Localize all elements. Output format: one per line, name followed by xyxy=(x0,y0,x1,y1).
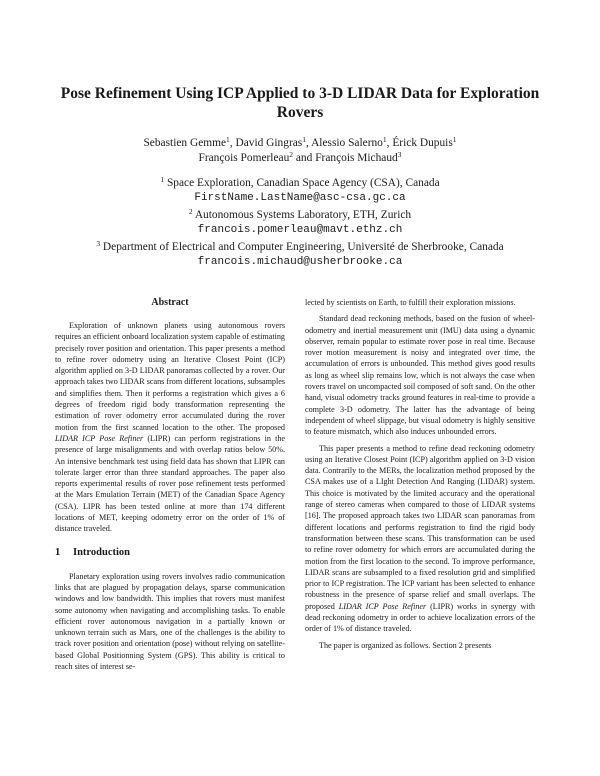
body-paragraph: lected by scientists on Earth, to fulfill their exploration missions. xyxy=(305,298,516,307)
author-line-2 xyxy=(60,151,540,166)
affiliation-name: Space Exploration, Canadian Space Agency (CSA), Canada xyxy=(166,177,440,189)
affiliation-mark: 3 xyxy=(96,239,101,248)
author-name: François Michaud xyxy=(315,151,398,164)
section-number: 1 xyxy=(55,546,61,558)
section-title: Introduction xyxy=(73,546,130,558)
paper-title: Pose Refinement Using ICP Applied to 3-D LIDAR Data for Exploration Rovers xyxy=(60,85,540,121)
section-heading-introduction xyxy=(55,546,285,560)
affiliation-mark: 1 xyxy=(160,175,165,184)
author-separator: , xyxy=(386,137,393,149)
author-affiliation-mark: 3 xyxy=(397,149,402,159)
author-affiliation-mark: 1 xyxy=(226,135,230,144)
abstract-heading: Abstract xyxy=(151,297,189,308)
author-conjunction: and xyxy=(293,151,316,164)
author-name: François Pomerleau xyxy=(198,151,290,164)
author-name: Érick Dupuis xyxy=(392,137,453,149)
author-name: Sebastien Gemme xyxy=(143,137,227,149)
author-name: Alessio Salerno xyxy=(311,137,383,149)
body-paragraph: This paper presents a method to refine dead reckoning odometry using an Iterative Closest Point (ICP) algorithm applied on 3-D vision data. Contrarily to the MERs, the localization method proposed by the CSA makes use of a LIght Detection And Ranging (LIDAR) system. This choice is motivated by the limited accuracy and the operational range of stereo cameras when compared to those of LIDAR systems [16]. The proposed approach takes two LIDAR scan panoramas from different locations and performs registration to find the rigid body transformation between these scans. This transformation can be used to refine rover odometry for which errors are accumulated during the motion from the first location to the second. To improve performance, LIDAR scans are subsampled to a fixed resolution grid and simplified prior to ICP registration. The ICP variant has been selected to enhance robustness in the presence of sparse relief and small overlaps. The proposed LIDAR ICP Pose Refiner (LIPR) works in synergy with dead reckoning odometry in order to achieve localization errors of the order of 1% of distance traveled. xyxy=(305,443,535,634)
left-column xyxy=(55,296,285,677)
affiliation-email: francois.pomerleau@mavt.ethz.ch xyxy=(197,223,403,236)
right-column xyxy=(305,297,535,656)
author-affiliation-mark: 2 xyxy=(289,149,294,159)
affiliation-email: FirstName.LastName@asc-csa.gc.ca xyxy=(194,191,406,204)
author-affiliation-mark: 1 xyxy=(382,135,387,144)
affiliation-1 xyxy=(40,176,560,205)
author-separator: , xyxy=(229,137,236,149)
affiliation-email: francois.michaud@usherbrooke.ca xyxy=(197,255,403,268)
author-list xyxy=(60,136,540,165)
author-separator: , xyxy=(305,137,312,149)
abstract-paragraph: Exploration of unknown planets using autonomous rovers requires an efficient onboard localization system capable of estimating precisely rover position and orientation. This paper presents a method to refine rover odometry using an Iterative Closest Point (ICP) algorithm applied on 3-D LIDAR panoramas collected by a rover. Our approach takes two LIDAR scans from different locations, subsamples and simplifies them. Then it performs a registration which gives a 6 degrees of freedom rigid body transformation representing the estimation of rover odometry error accumulated during the rover motion from the first scanned location to the other. The proposed LIDAR ICP Pose Refiner (LIPR) can perform registrations in the presence of large misalignments and with overlap ratios below 50%. An intensive benchmark test using field data has shown that LIPR can tolerate larger error than three standard approaches. The paper also reports experimental results of rover pose refinement tests performed at the Mars Emulation Terrain (MET) of the Canadian Space Agency (CSA). LIPR has been tested online at more than 174 different locations of MET, keeping odometry error on the order of 1% of distance traveled. xyxy=(55,321,285,534)
author-affiliation-mark: 1 xyxy=(452,135,457,144)
author-line-1 xyxy=(60,136,540,151)
affiliation-3 xyxy=(40,240,560,269)
body-paragraph: Standard dead reckoning methods, based on the fusion of wheel-odometry and inertial measurement unit (IMU) data using a dynamic observer, remain popular to estimate rover pose in real time. Because rover motion measurement is noisy and integrated over time, the accumulation of errors is unbounded. This method gives good results as long as wheel slip remains low, which is not always the case when rovers travel on uncompacted soil composed of soft sand. On the other hand, visual odometry tracks ground features in real-time to provide a complete 3-D odometry. The latter has the advantage of being independent of wheel slippage, but visual odometry is highly sensitive to feature mismatch, which also induces unbounded errors. xyxy=(305,314,535,437)
author-name: David Gingras xyxy=(235,137,303,149)
affiliation-2 xyxy=(40,208,560,237)
body-paragraph: The paper is organized as follows. Section 2 presents xyxy=(319,640,492,650)
affiliation-mark: 2 xyxy=(188,207,193,216)
affiliation-name: Department of Electrical and Computer Engineering, Université de Sherbrooke, Canada xyxy=(102,241,504,253)
body-paragraph: Planetary exploration using rovers involves radio communication links that are plagued by propagation delays, sparse communication windows and low bandwidth. This implies that rovers must manifest some autonomy when navigating and accomplishing tasks. To enable efficient rover autonomous navigation in a partially known or unknown terrain such as Mars, one of the challenges is the ability to track rover position and orientation (pose) without relying on satellite-based Global Positionning System (GPS). This ability is critical to reach sites of interest se- xyxy=(55,571,285,672)
author-affiliation-mark: 1 xyxy=(302,135,306,144)
affiliation-name: Autonomous Systems Laboratory, ETH, Zurich xyxy=(194,209,412,221)
